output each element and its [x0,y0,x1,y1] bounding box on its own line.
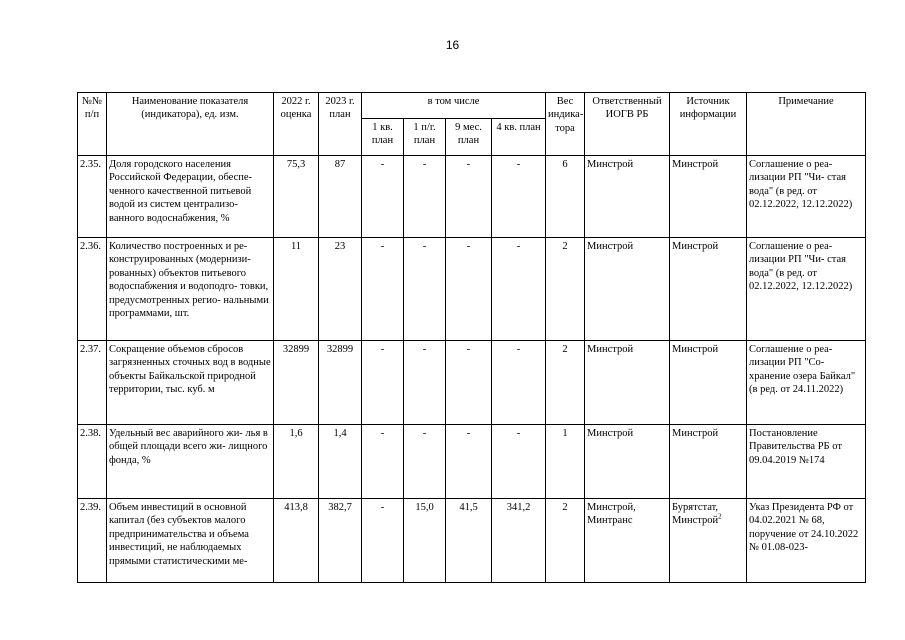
header-including: в том числе [362,93,546,119]
row-weight: 2 [546,341,585,425]
row-q4: - [492,425,546,499]
table-row [78,499,866,583]
row-num: 2.38. [78,425,107,499]
row-weight: 2 [546,238,585,341]
header-name: Наименование показателя (индикатора), ед. изм. [107,93,274,156]
row-q1: - [362,238,404,341]
row-source [670,425,747,499]
row-name: Количество построенных и ре- конструированных (модернизи- рованных) объектов питьевого водоспабжения и водоподго- товки, предусмотренных регио- нальными программами, шт. [107,238,274,341]
row-q1: - [362,499,404,583]
header-num: №№ п/п [78,93,107,156]
row-source-text: Бурятстат, Минстрой [672,502,719,527]
row-q4: - [492,238,546,341]
row-m9: - [446,425,492,499]
row-source [670,341,747,425]
row-est2022: 32899 [274,341,319,425]
row-num: 2.39. [78,499,107,583]
row-q4: 341,2 [492,499,546,583]
header-source: Источник информации [670,93,747,156]
row-m9: 41,5 [446,499,492,583]
row-h1: 15,0 [404,499,446,583]
row-h1: - [404,156,446,238]
table-body [78,156,866,583]
row-responsible: Минстрой [585,341,670,425]
row-responsible: Минстрой [585,238,670,341]
header-m9: 9 мес. план [446,119,492,156]
row-responsible: Минстрой, Минтранс [585,499,670,583]
indicators-table [77,92,866,583]
row-source [670,156,747,238]
row-plan2023: 32899 [319,341,362,425]
header-est2022: 2022 г. оценка [274,93,319,156]
row-source-footnote: 2 [718,512,722,521]
table-row [78,238,866,341]
row-num: 2.37. [78,341,107,425]
row-h1: - [404,425,446,499]
row-name: Объем инвестиций в основной капитал (без субъектов малого предпринимательства и объема инвестиций, не наблюдаемых прямыми статистическими ме- [107,499,274,583]
header-q4: 4 кв. план [492,119,546,156]
table-header [78,93,866,156]
row-weight: 6 [546,156,585,238]
row-q4: - [492,156,546,238]
row-plan2023: 382,7 [319,499,362,583]
header-weight: Вес индика- тора [546,93,585,156]
row-est2022: 1,6 [274,425,319,499]
row-weight: 1 [546,425,585,499]
row-responsible: Минстрой [585,156,670,238]
row-name: Сокращение объемов сбросов загрязненных сточных вод в водные объекты Байкальской природной территории, тыс. куб. м [107,341,274,425]
row-q4: - [492,341,546,425]
header-note: Примечание [747,93,866,156]
header-plan2023: 2023 г. план [319,93,362,156]
row-num: 2.35. [78,156,107,238]
row-note: Указ Президента РФ от 04.02.2021 № 68, поручение от 24.10.2022 № 01.08-023- [747,499,866,583]
row-plan2023: 87 [319,156,362,238]
header-h1: 1 п/г. план [404,119,446,156]
row-plan2023: 1,4 [319,425,362,499]
row-note: Соглашение о реа- лизации РП "Чи- стая вода" (в ред. от 02.12.2022, 12.12.2022) [747,156,866,238]
row-plan2023: 23 [319,238,362,341]
row-source [670,499,747,583]
row-m9: - [446,156,492,238]
table-row [78,425,866,499]
row-est2022: 413,8 [274,499,319,583]
row-note: Соглашение о реа- лизации РП "Со- хранение озера Байкал"(в ред. от 24.11.2022) [747,341,866,425]
row-h1: - [404,238,446,341]
header-responsible: Ответственный ИОГВ РБ [585,93,670,156]
row-note: Постановление Правительства РБ от 09.04.2019 №174 [747,425,866,499]
page-number: 16 [445,38,460,52]
row-name: Доля городского населения Российской Федерации, обеспе- ченного качественной питьевой водой из систем централизо- ванного водоснабжения, % [107,156,274,238]
row-num: 2.36. [78,238,107,341]
row-est2022: 75,3 [274,156,319,238]
row-weight: 2 [546,499,585,583]
row-source-text: Минстрой [672,241,719,252]
row-h1: - [404,341,446,425]
row-m9: - [446,238,492,341]
row-q1: - [362,425,404,499]
row-est2022: 11 [274,238,319,341]
row-note: Соглашение о реа- лизации РП "Чи- стая вода" (в ред. от 02.12.2022, 12.12.2022) [747,238,866,341]
table-row [78,156,866,238]
row-source-text: Минстрой [672,159,719,170]
row-m9: - [446,341,492,425]
row-name: Удельный вес аварийного жи- лья в общей площади всего жи- лищного фонда, % [107,425,274,499]
row-q1: - [362,341,404,425]
row-source-text: Минстрой [672,344,719,355]
row-q1: - [362,156,404,238]
row-source [670,238,747,341]
row-source-text: Минстрой [672,428,719,439]
header-q1: 1 кв. план [362,119,404,156]
table-row [78,341,866,425]
row-responsible: Минстрой [585,425,670,499]
